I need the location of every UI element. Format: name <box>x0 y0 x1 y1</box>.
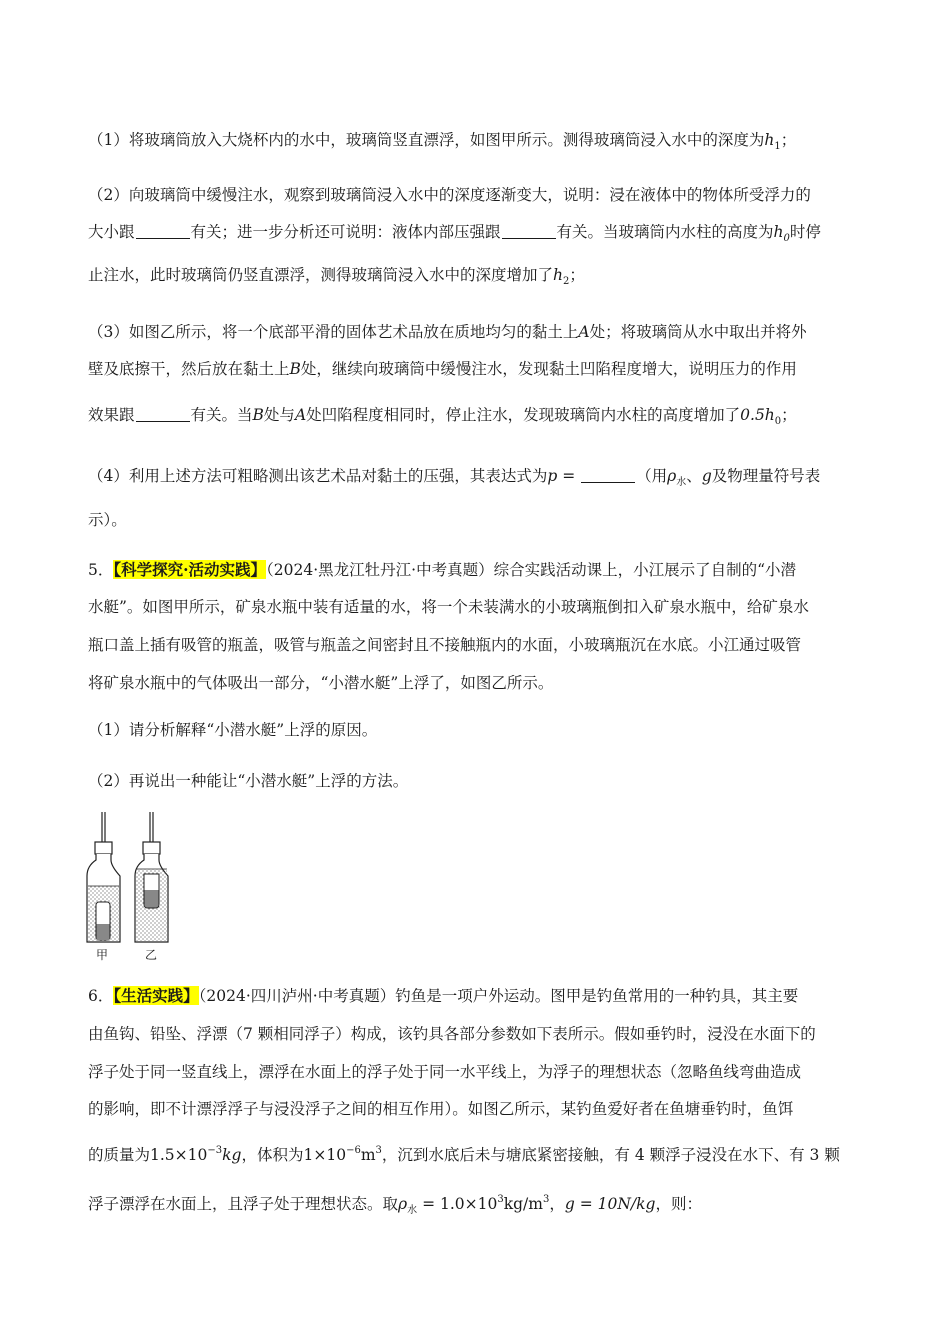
bottle-jia <box>87 812 120 942</box>
bottle-yi <box>135 812 168 942</box>
q4-part2-line2: 大小跟 有关；进一步分析还可说明：液体内部压强跟 有关。当玻璃筒内水柱的高度为$h_0$时停 <box>88 223 821 244</box>
q6-line5: 的质量为$1.5\times 10^{-3}kg$，体积为$1\times 10^{-6}m^3$，沉到水底后未与塘底紧密接触，有 4 颗浮子浸没在水下、有 3 颗 <box>88 1145 840 1164</box>
answer-blank[interactable] <box>581 468 635 483</box>
q5-line1: 5．【科学探究·活动实践】（2024·黑龙江牡丹江·中考真题）综合实践活动课上，小江展示了自制的“小潜 <box>88 560 797 579</box>
q4-part3-line1: （3）如图乙所示，将一个底部平滑的固体艺术品放在质地均匀的黏土上A处；将玻璃筒从水中取出并将外 <box>88 323 807 341</box>
q6-line6: 浮子漂浮在水面上，且浮子处于理想状态。取$\rho_水 = 1.0\times 10^3kg/m^3$，g = 10N/kg，则： <box>88 1194 702 1216</box>
q6-line3: 浮子处于同一竖直线上，漂浮在水面上的浮子处于同一水平线上，为浮子的理想状态（忽略鱼线弯曲造成 <box>88 1063 802 1081</box>
q4-part3-line3: 效果跟 有关。当B处与A处凹陷程度相同时，停止注水，发现玻璃筒内水柱的高度增加了$0.5h_0$； <box>88 406 797 427</box>
q6-line2: 由鱼钩、铅坠、浮漂（7 颗相同浮子）构成，该钓具各部分参数如下表所示。假如垂钓时，浸没在水面下的 <box>88 1025 816 1043</box>
q6-line4: 的影响，即不计漂浮浮子与浸没浮子之间的相互作用）。如图乙所示，某钓鱼爱好者在鱼塘垂钓时，鱼饵 <box>88 1100 794 1118</box>
q4-part2-line1: （2）向玻璃筒中缓慢注水，观察到玻璃筒浸入水中的深度逐渐变大，说明：浸在液体中的物体所受浮力的 <box>88 186 811 204</box>
q5-sub1: （1）请分析解释“小潜水艇”上浮的原因。 <box>88 721 378 739</box>
q4-part4-line2: 示）。 <box>88 511 127 529</box>
q4-part4-line1: （4）利用上述方法可粗略测出该艺术品对黏土的压强，其表达式为p = （用$\rho_水$、g及物理量符号表 <box>88 467 821 488</box>
figure-label-yi: 乙 <box>145 948 158 962</box>
q6-line1: 6．【生活实践】（2024·四川泸州·中考真题）钓鱼是一项户外运动。图甲是钓鱼常用的一种钓具，其主要 <box>88 986 799 1005</box>
q4-part1: （1）将玻璃筒放入大烧杯内的水中，玻璃筒竖直漂浮，如图甲所示。测得玻璃筒浸入水中的深度为$h_1$； <box>88 131 797 152</box>
answer-blank[interactable] <box>502 224 556 239</box>
q5-line3: 瓶口盖上插有吸管的瓶盖，吸管与瓶盖之间密封且不接触瓶内的水面，小玻璃瓶沉在水底。小江通过吸管 <box>88 636 802 654</box>
submarine-figure <box>80 812 190 962</box>
answer-blank[interactable] <box>136 407 190 422</box>
bottle-illustration <box>80 812 190 962</box>
answer-blank[interactable] <box>136 224 190 239</box>
q5-sub2: （2）再说出一种能让“小潜水艇”上浮的方法。 <box>88 772 409 790</box>
q5-line2: 水艇”。如图甲所示，矿泉水瓶中装有适量的水，将一个未装满水的小玻璃瓶倒扣入矿泉水瓶中，给矿泉水 <box>88 598 809 616</box>
q5-line4: 将矿泉水瓶中的气体吸出一部分，“小潜水艇”上浮了，如图乙所示。 <box>88 674 554 692</box>
q5-tag: 【科学探究·活动实践】 <box>113 560 267 579</box>
q6-tag: 【生活实践】 <box>113 986 199 1005</box>
q4-part3-line2: 壁及底擦干，然后放在黏土上B处，继续向玻璃筒中缓慢注水，发现黏土凹陷程度增大，说明压力的作用 <box>88 360 797 378</box>
figure-label-jia: 甲 <box>96 948 109 962</box>
q4-part2-line3: 止注水，此时玻璃筒仍竖直漂浮，测得玻璃筒浸入水中的深度增加了$h_2$； <box>88 266 585 287</box>
